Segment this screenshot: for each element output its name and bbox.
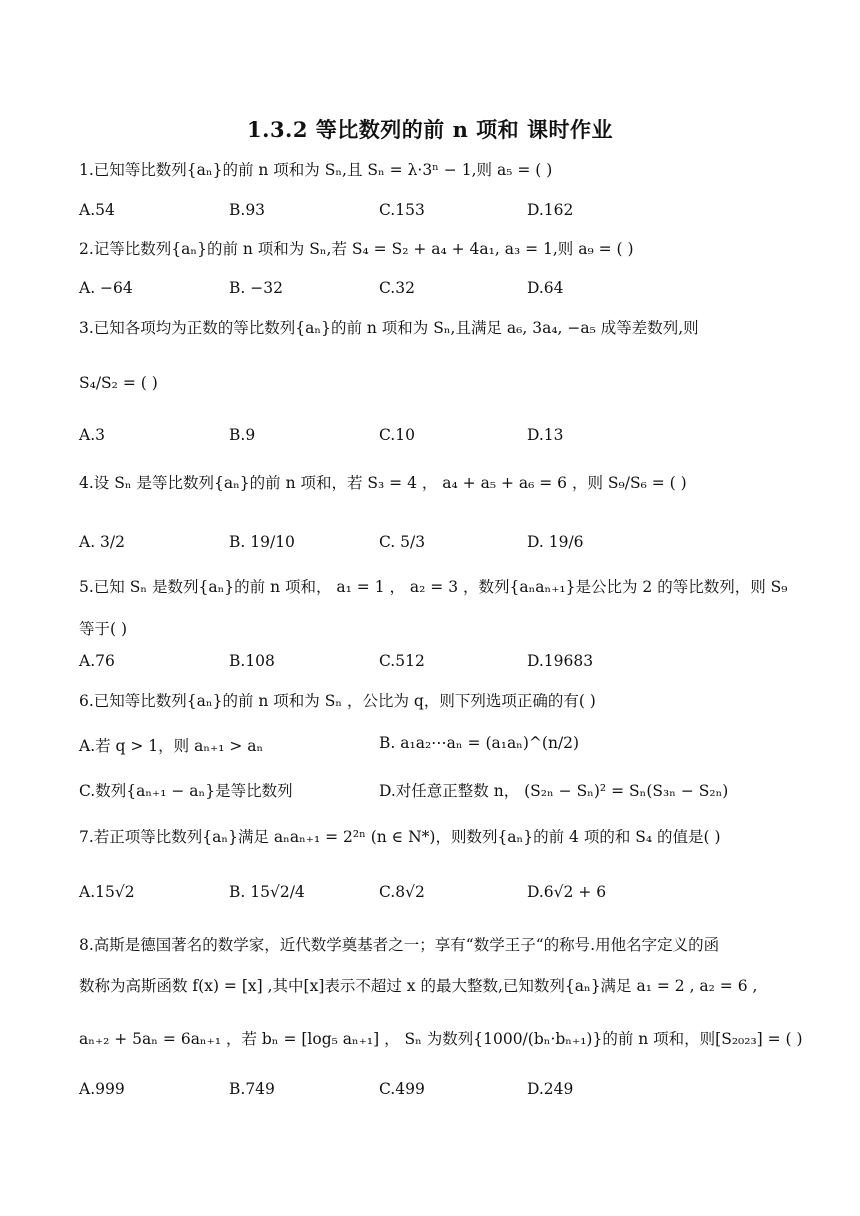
- question-6-option-a: A.若 q > 1，则 aₙ₊₁ > aₙ: [79, 737, 264, 755]
- question-1-option-a: A.54: [79, 201, 115, 219]
- question-5-option-a: A.76: [79, 652, 115, 670]
- question-5-stem-line-2: 等于( ): [79, 620, 128, 638]
- question-1-option-b: B.93: [229, 201, 266, 219]
- question-6-stem: 6.已知等比数列{aₙ}的前 n 项和为 Sₙ ，公比为 q，则下列选项正确的有( ): [79, 692, 596, 710]
- question-6-option-c: C.数列{aₙ₊₁ − aₙ}是等比数列: [79, 782, 293, 800]
- question-3-stem-line-1: 3.已知各项均为正数的等比数列{aₙ}的前 n 项和为 Sₙ,且满足 a₆, 3a₄, −a₅ 成等差数列,则: [79, 319, 699, 337]
- question-6-options-row-1: [79, 734, 799, 764]
- question-7-option-d: D.6√2 + 6: [527, 883, 607, 901]
- question-7-option-a: A.15√2: [79, 883, 135, 901]
- question-5-stem-line-1: 5.已知 Sₙ 是数列{aₙ}的前 n 项和， a₁ = 1 ， a₂ = 3 ，数列{aₙaₙ₊₁}是公比为 2 的等比数列，则 S₉: [79, 578, 788, 596]
- question-8-option-d: D.249: [527, 1080, 574, 1098]
- question-2-option-c: C.32: [379, 279, 415, 297]
- question-1-option-d: D.162: [527, 201, 574, 219]
- question-5-option-d: D.19683: [527, 652, 594, 670]
- question-2-option-b: B. −32: [229, 279, 283, 297]
- question-8-stem-line-2: 数称为高斯函数 f(x) = [x] ,其中[x]表示不超过 x 的最大整数,已知数列{aₙ}满足 a₁ = 2 , a₂ = 6 ,: [79, 977, 758, 995]
- question-8-option-c: C.499: [379, 1080, 425, 1098]
- question-6-options-row-2: [79, 779, 799, 809]
- page-title: 1.3.2 等比数列的前 n 项和 课时作业: [247, 117, 613, 142]
- question-8-stem-line-3: aₙ₊₂ + 5aₙ = 6aₙ₊₁ ，若 bₙ = [log₅ aₙ₊₁] ， Sₙ 为数列{1000/(bₙ·bₙ₊₁)}的前 n 项和，则[S₂₀₂₃] = ( ): [79, 1030, 803, 1048]
- question-4-option-c: C. 5/3: [379, 533, 426, 551]
- question-3-options: [79, 426, 799, 456]
- question-3-option-a: A.3: [79, 426, 105, 444]
- question-4-options: [79, 533, 799, 563]
- question-5-option-b: B.108: [229, 652, 275, 670]
- question-3-option-c: C.10: [379, 426, 415, 444]
- question-1-stem: 1.已知等比数列{aₙ}的前 n 项和为 Sₙ,且 Sₙ = λ·3ⁿ − 1,则 a₅ = ( ): [79, 161, 553, 179]
- question-2-options: [79, 279, 799, 309]
- question-8-options: [79, 1080, 799, 1110]
- question-4-option-a: A. 3/2: [79, 533, 125, 551]
- question-1-option-c: C.153: [379, 201, 425, 219]
- question-4-option-b: B. 19/10: [229, 533, 295, 551]
- question-8-option-a: A.999: [79, 1080, 125, 1098]
- question-7-stem: 7.若正项等比数列{aₙ}满足 aₙaₙ₊₁ = 2²ⁿ (n ∈ N*)，则数列{aₙ}的前 4 项的和 S₄ 的值是( ): [79, 828, 721, 846]
- question-3-option-b: B.9: [229, 426, 256, 444]
- question-2-option-a: A. −64: [79, 279, 133, 297]
- question-3-option-d: D.13: [527, 426, 564, 444]
- question-1-options: [79, 201, 799, 231]
- question-4-stem: 4.设 Sₙ 是等比数列{aₙ}的前 n 项和，若 S₃ = 4 ， a₄ + a₅ + a₆ = 6 ，则 S₉/S₆ = ( ): [79, 474, 687, 492]
- question-6-option-b: B. a₁a₂⋯aₙ = (a₁aₙ)^(n/2): [379, 734, 580, 752]
- question-7-option-c: C.8√2: [379, 883, 425, 901]
- question-8-stem-line-1: 8.高斯是德国著名的数学家，近代数学奠基者之一；享有“数学王子“的称号.用他名字定义的函: [79, 936, 720, 954]
- question-5-option-c: C.512: [379, 652, 425, 670]
- question-3-stem-line-2: S₄/S₂ = ( ): [79, 374, 158, 392]
- question-2-option-d: D.64: [527, 279, 564, 297]
- question-7-option-b: B. 15√2/4: [229, 883, 305, 901]
- question-6-option-d: D.对任意正整数 n， (S₂ₙ − Sₙ)² = Sₙ(S₃ₙ − S₂ₙ): [379, 782, 729, 800]
- question-5-options: [79, 652, 799, 682]
- question-2-stem: 2.记等比数列{aₙ}的前 n 项和为 Sₙ,若 S₄ = S₂ + a₄ + 4a₁, a₃ = 1,则 a₉ = ( ): [79, 240, 634, 258]
- question-7-options: [79, 883, 799, 913]
- question-8-option-b: B.749: [229, 1080, 275, 1098]
- question-4-option-d: D. 19/6: [527, 533, 584, 551]
